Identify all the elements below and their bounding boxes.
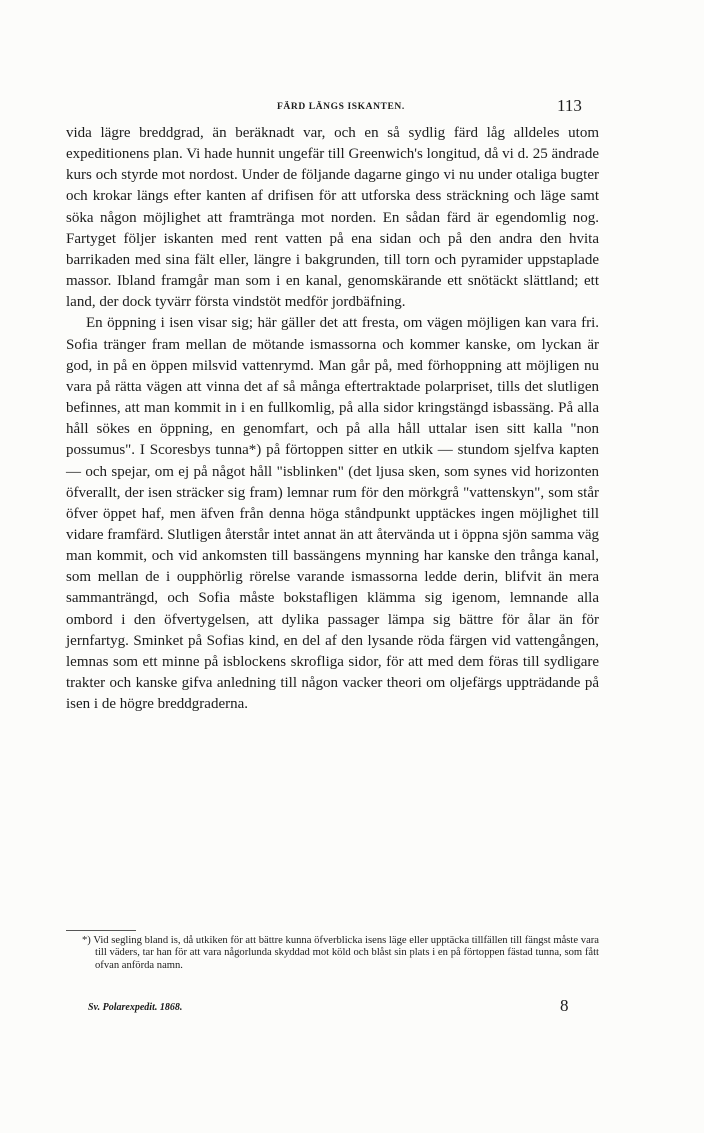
body-text bbox=[66, 123, 599, 715]
signature-line: Sv. Polarexpedit. 1868. bbox=[88, 1002, 183, 1013]
page-number: 113 bbox=[557, 96, 582, 115]
footnote-rule bbox=[66, 930, 136, 931]
running-header bbox=[0, 96, 704, 120]
running-head-title: FÄRD LÄNGS ISKANTEN. bbox=[277, 102, 405, 112]
sheet-number: 8 bbox=[560, 996, 569, 1015]
paragraph: En öppning i isen visar sig; här gäller det att fresta, om vägen möjligen kan vara fri. Sofia tränger fram mellan de mötande ismassorna och kommer kanske, om lyckan är god, in på en öppen milsvid vattenrymd. Man går på, med förhoppning att möjligen nu vara på rätta vägen att vinna det af så många eftertraktade polarpriset, tills det slutligen befinnes, att man kommit in i en fullkomlig, på alla sidor kringstängd isbassäng. På alla håll sökes en öppning, en genomfart, och på alla håll uttalar isen sitt kalla "non possumus". I Scoresbys tunna*) på förtoppen sitter en utkik — stundom sjelfva kapten — och spejar, om ej på något håll "isblinken" (det ljusa sken, som synes vid horizonten öfverallt, der isen sträcker sig fram) lemnar rum för den mörkgrå "vattenskyn", som står öfver öppet haf, men äfven från denna höga ståndpunkt upptäckes ingen möjlighet till vidare framfärd. Slutligen återstår intet annat än att återvända ut i öppna sjön samma väg man kommit, och vid ankomsten till bassängens mynning har kanske den trånga kanal, som mellan de i oupphörlig rörelse varande ismassorna ledde derin, blifvit än mera sammanträngd, och Sofia måste bokstafligen klämma sig igenom, lemnande alla ombord i den öfvertygelsen, att dylika passager lämpa sig bättre för ålar än för jernfartyg. Sminket på Sofias kind, en del af den lysande röda färgen vid vattengången, lemnas som ett minne på isblockens skrofliga sidor, för att med dem föras till sydligare trakter och kanske gifva anledning till någon vacker theori om oljefärgs uppträdande på isen i de högre breddgraderna. bbox=[66, 315, 599, 713]
footnote: *) Vid segling bland is, då utkiken för att bättre kunna öfverblicka isens läge eller upptäcka tillfällen till fängst måste vara till väders, tar han för att vara någorlunda skyddad mot köld och blåst sin plats i en på förtoppen fästad tunna, som fått ofvan anförda namn. bbox=[82, 935, 599, 971]
paragraph: vida lägre breddgrad, än beräknadt var, och en så sydlig färd låg alldeles utom expeditionens plan. Vi hade hunnit ungefär till Greenwich's longitud, då vi d. 25 ändrade kurs och styrde mot nordost. Under de följande dagarne gingo vi nu under otaliga bugter och krokar längs efter kanten af drifisen för att utforska dess sträckning och läge samt söka någon möjlighet att framtränga mot norden. En sådan färd är egendomlig nog. Fartyget följer iskanten med rent vatten på ena sidan och på den andra den hvita barrikaden med sina fält eller, längre i bakgrunden, till torn och pyramider uppstaplade massor. Ibland framgår man som i en kanal, genomskärande ett snötäckt slättland; ett land, der dock tyvärr första vindstöt medför jordbäfning. bbox=[66, 125, 599, 311]
